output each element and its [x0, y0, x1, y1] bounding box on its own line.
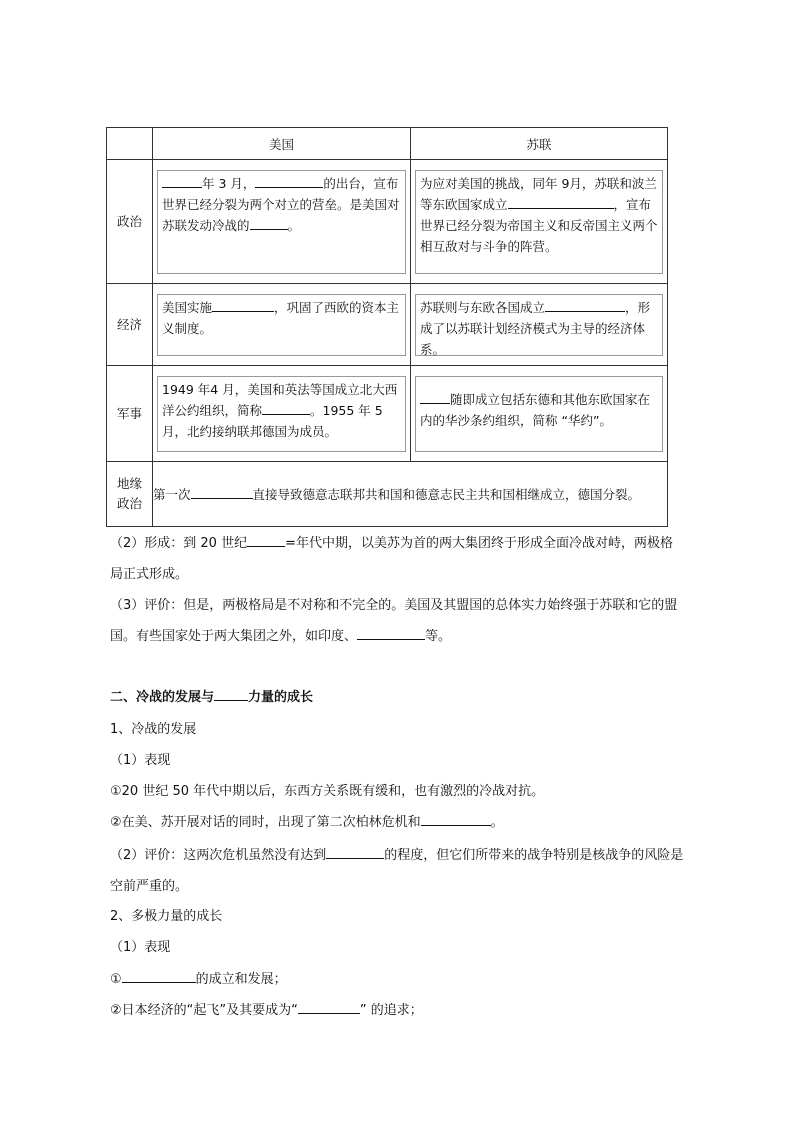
geo-text-a: 第一次 — [153, 486, 191, 502]
item-4 — [110, 995, 685, 1026]
formation-text-b: =年代中期，以美苏为首的两大集团终于形成全面冷战对峙，两极格局正式形成。 — [110, 536, 673, 582]
economy-ussr-cell — [411, 284, 668, 366]
military-us-text-b: 。1955 年 5月，北约接纳联邦德国为成员。 — [162, 402, 383, 439]
military-us-text-a: 1949 年4 月，美国和英法等国成立北大西洋公约组织，简称 — [162, 381, 398, 418]
row-label-military: 军事 — [107, 366, 153, 462]
economy-us-text-a: 美国实施 — [162, 299, 213, 315]
subheading-manifestation-1: （1）表现 — [110, 753, 171, 768]
geo-label-line1: 地缘 — [116, 476, 142, 491]
eval2-text-b: 的程度，但它们所带来的战争特别是核战争的风险是空前严重的。 — [110, 848, 684, 894]
fill-blank[interactable] — [420, 389, 450, 404]
evaluation-text-b: 等。 — [425, 629, 452, 644]
row-military — [107, 366, 668, 462]
item3-text-a: ① — [110, 972, 122, 987]
fill-blank[interactable] — [262, 400, 310, 415]
subheading-manifestation-2: （1）表现 — [110, 940, 171, 955]
fill-blank[interactable] — [214, 686, 248, 701]
item3-text-b: 的成立和发展； — [195, 972, 287, 987]
politics-ussr-text-a: 为应对美国的挑战，同年 9月，苏联和波兰等东欧国家成立 — [420, 175, 657, 212]
fill-blank[interactable] — [122, 968, 196, 983]
politics-ussr-cell — [411, 160, 668, 284]
subheading-cold-war-development: 1、冷战的发展 — [110, 722, 197, 737]
military-ussr-cell — [411, 366, 668, 462]
comparison-table — [106, 127, 668, 527]
fill-blank[interactable] — [326, 844, 384, 859]
geopolitics-cell — [153, 462, 668, 527]
evaluation-text-a: （3）评价：但是，两极格局是不对称和不完全的。美国及其盟国的总体实力始终强于苏联和它的盟国。有些国家处于两大集团之外，如印度、 — [110, 598, 678, 644]
row-economy — [107, 284, 668, 366]
item4-text-a: ②日本经济的“起飞”及其要成为“ — [110, 1003, 298, 1018]
item2-text-a: ②在美、苏开展对话的同时，出现了第二次柏林危机和 — [110, 815, 421, 830]
section2-heading-a: 二、冷战的发展与 — [110, 690, 215, 705]
fill-blank[interactable] — [247, 532, 285, 547]
section2-heading — [110, 682, 685, 713]
politics-us-text-b: 的出台，宣布世界已经分裂为两个对立的营垒。是美国对苏联发动冷战的 — [162, 175, 400, 233]
evaluation-2-paragraph — [110, 840, 685, 902]
fill-blank[interactable] — [508, 194, 614, 209]
fill-blank[interactable] — [255, 173, 323, 188]
politics-us-cell — [153, 160, 411, 284]
subheading-multipolar: 2、多极力量的成长 — [110, 909, 223, 924]
item-3 — [110, 964, 685, 995]
geo-text-b: 直接导致德意志联邦共和国和德意志民主共和国相继成立，德国分裂。 — [252, 486, 641, 502]
row-label-economy: 经济 — [107, 284, 153, 366]
fill-blank[interactable] — [250, 215, 288, 230]
formation-text-a: （2）形成：到 20 世纪 — [110, 536, 248, 551]
economy-ussr-text-a: 苏联则与东欧各国成立 — [420, 299, 546, 315]
politics-us-text-c: 。 — [287, 217, 301, 233]
header-ussr: 苏联 — [411, 128, 668, 160]
military-us-cell — [153, 366, 411, 462]
politics-us-text-a: 年 3 月， — [202, 175, 256, 191]
item-2 — [110, 807, 685, 838]
section2-heading-b: 力量的成长 — [248, 690, 314, 705]
economy-us-text-b: ，巩固了西欧的资本主义制度。 — [162, 299, 400, 336]
economy-us-cell — [153, 284, 411, 366]
formation-paragraph — [110, 528, 685, 590]
item4-text-b: ” 的追求； — [359, 1003, 423, 1018]
fill-blank[interactable] — [421, 811, 491, 826]
header-us: 美国 — [153, 128, 411, 160]
row-label-geopolitics — [107, 462, 153, 527]
evaluation-paragraph — [110, 590, 685, 652]
fill-blank[interactable] — [212, 297, 274, 312]
item2-text-b: 。 — [490, 815, 504, 830]
fill-blank[interactable] — [191, 484, 253, 499]
eval2-text-a: （2）评价：这两次危机虽然没有达到 — [110, 848, 327, 863]
table-header-row — [107, 128, 668, 160]
row-geopolitics — [107, 462, 668, 527]
military-ussr-text-b: 随即成立包括东德和其他东欧国家在内的华沙条约组织，简称 “华约”。 — [420, 391, 651, 428]
politics-ussr-text-b: ，宣布世界已经分裂为帝国主义和反帝国主义两个相互敌对与斗争的阵营。 — [420, 196, 658, 254]
economy-ussr-text-b: ，形成了以苏联计划经济模式为主导的经济体系。 — [420, 299, 651, 357]
header-empty-cell — [107, 128, 153, 160]
fill-blank[interactable] — [162, 173, 202, 188]
row-politics — [107, 160, 668, 284]
row-label-politics: 政治 — [107, 160, 153, 284]
fill-blank[interactable] — [298, 999, 360, 1014]
fill-blank[interactable] — [357, 625, 425, 640]
item-1: ①20 世纪 50 年代中期以后，东西方关系既有缓和，也有激烈的冷战对抗。 — [110, 784, 545, 799]
geo-label-line2: 政治 — [116, 496, 142, 511]
fill-blank[interactable] — [545, 297, 625, 312]
